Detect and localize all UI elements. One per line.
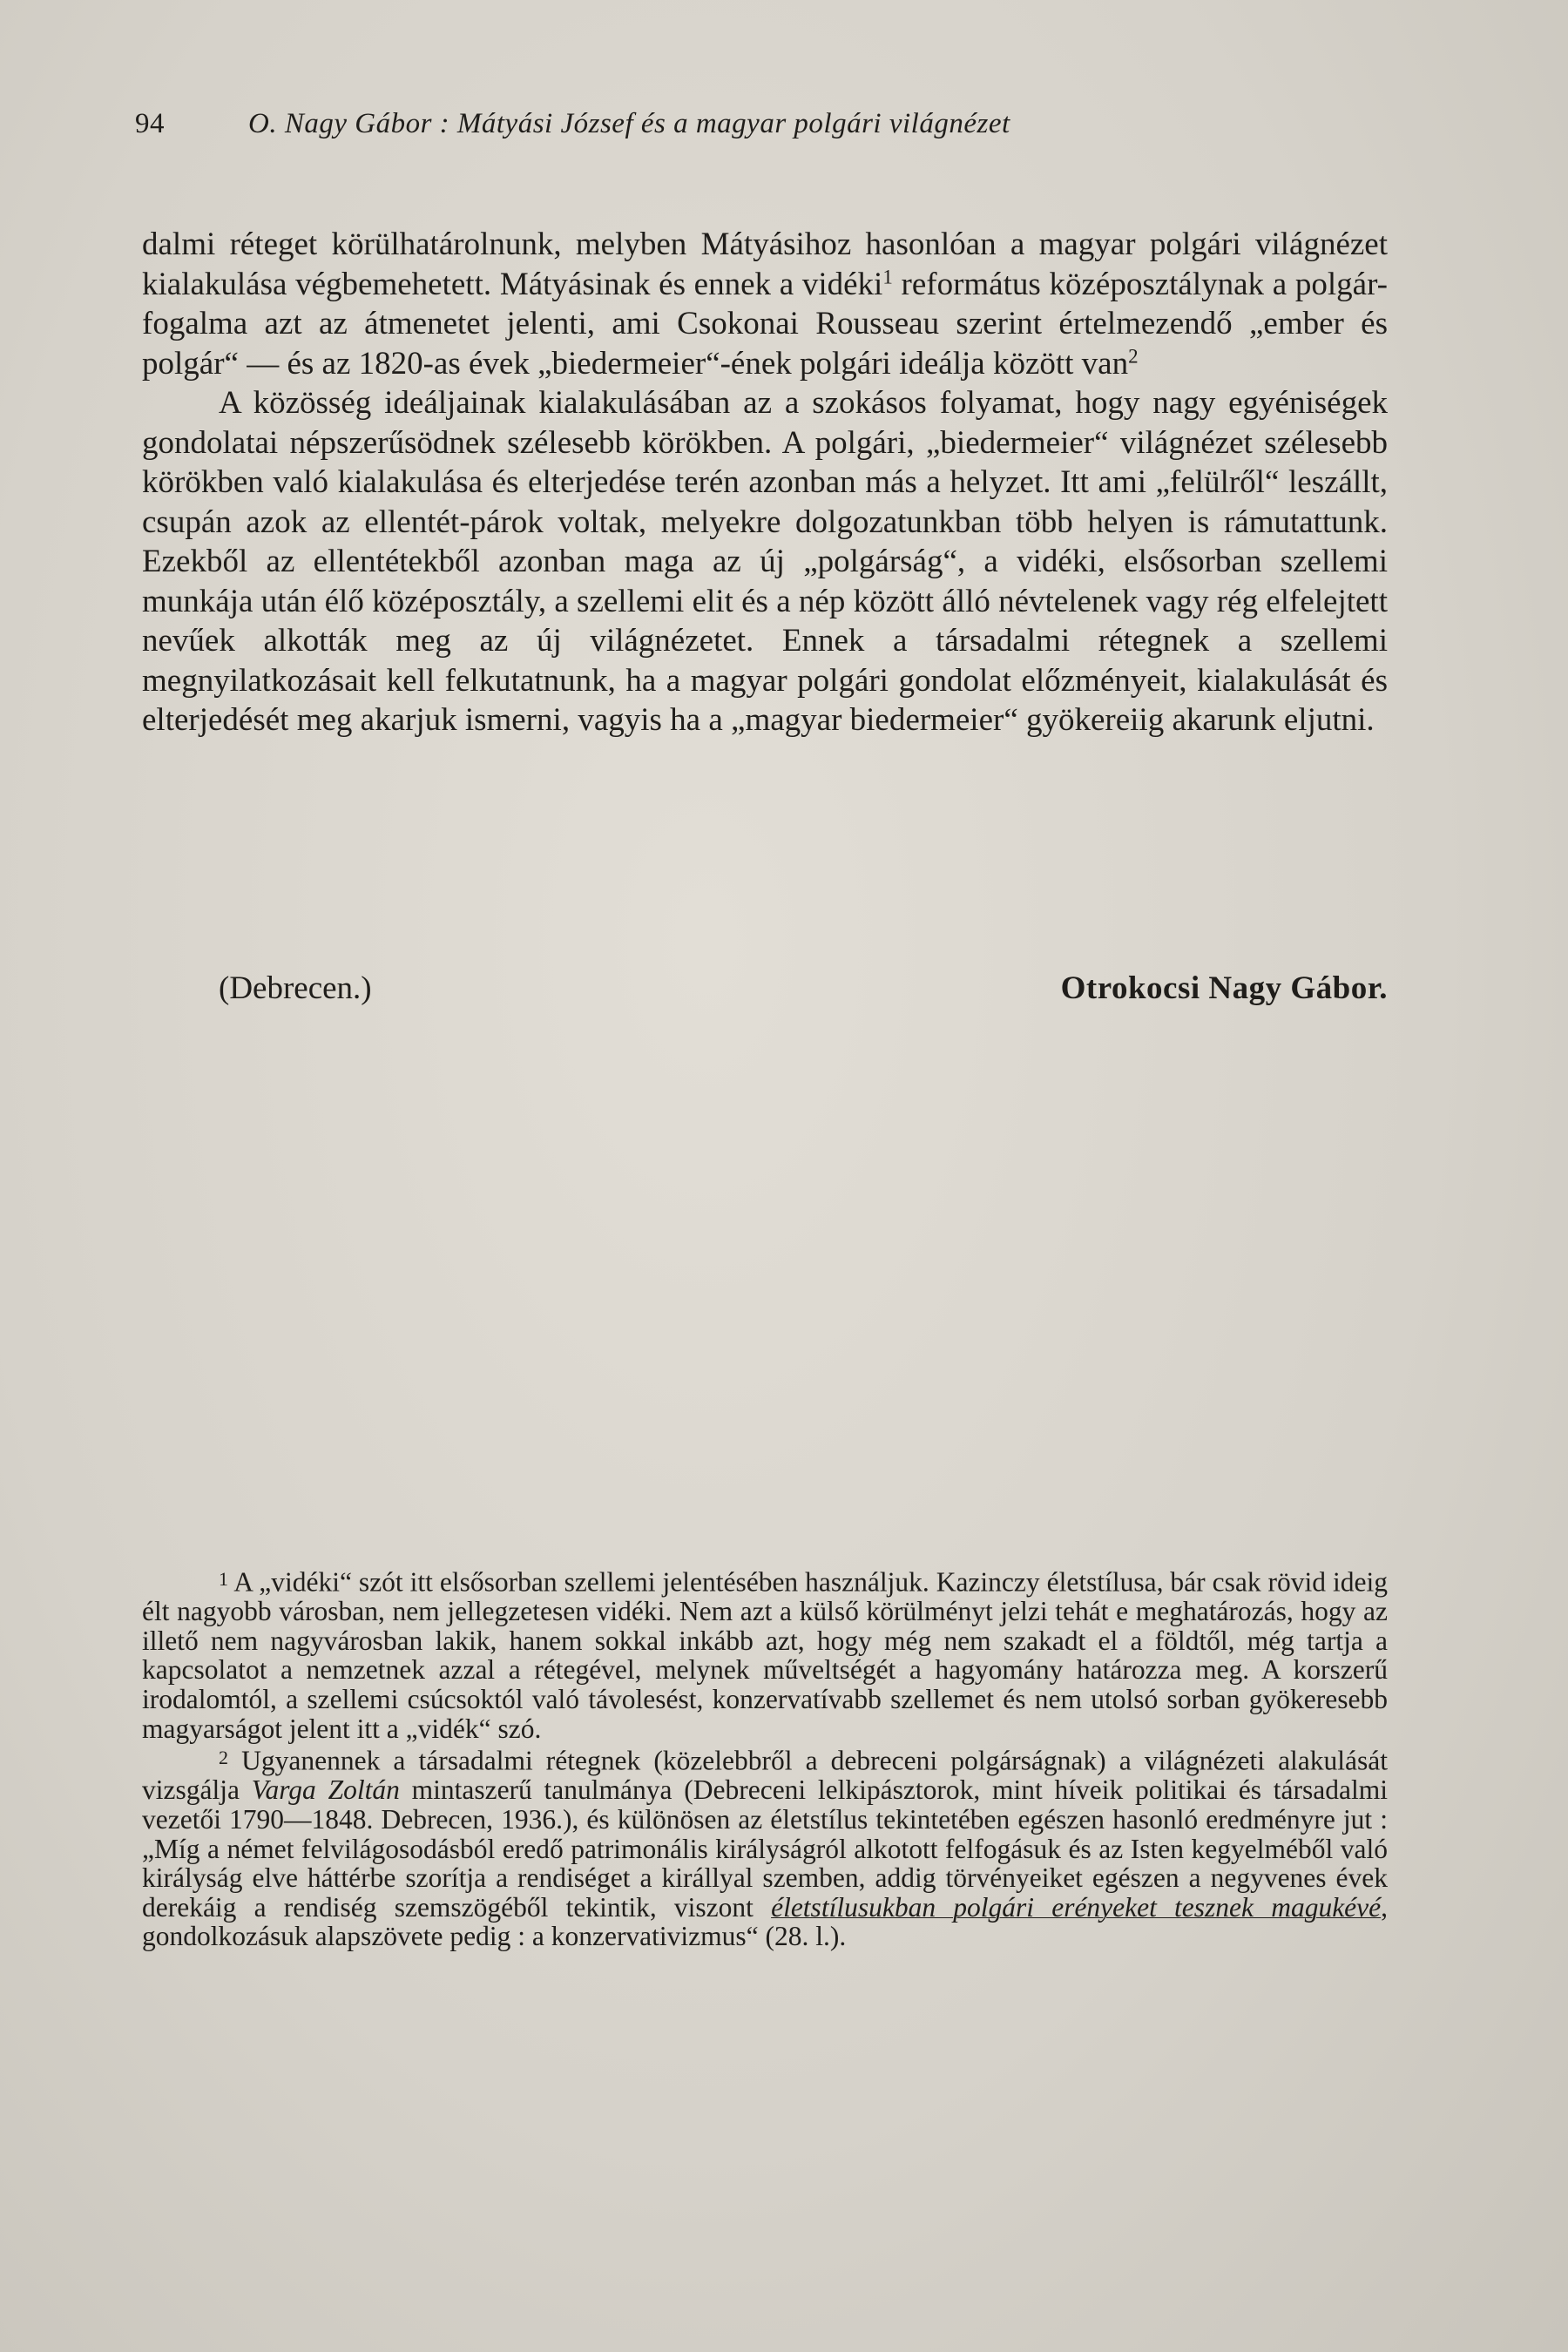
- paragraph-2: A közösség ideáljainak kialakulásában az a szokásos folyamat, hogy nagy egyéniségek gondolatai népszerűsödnek szélesebb körökben. A polgári, „biedermeier“ világnézet szélesebb körökben való kialakulása és elterjedése terén azonban más a helyzet. Itt ami „felülről“ leszállt, csupán azok az ellentét-párok voltak, melyekre dolgozatunkban több helyen is rámutattunk. Ezekből az ellentétekből azonban maga az új „polgárság“, a vidéki, elsősorban szellemi munkája után élő középosztály, a szellemi elit és a nép között álló névtelenek vagy rég elfelejtett nevűek alkották meg az új világnézetet. Ennek a társadalmi rétegnek a szellemi megnyilatkozásait kell felkutatnunk, ha a magyar polgári gondolat előzményeit, kialakulását és elterjedését meg akarjuk ismerni, vagyis ha a „magyar biedermeier“ gyökereiig akarunk eljutni.: [142, 385, 1388, 738]
- footnotes: [142, 1565, 1388, 1951]
- paragraph-1-text-a: dalmi réteget körülhatárolnunk, melyben Mátyásihoz hasonlóan a magyar polgári világnézet kialakulása végbemehetett. Mátyásinak és ennek a vidéki: [142, 226, 1388, 302]
- paragraph-1-text-b: református középosztálynak a polgár-fogalma azt az átmenetet jelenti, ami Csokonai Rousseau szerint értelmezendő „ember és polgár“ — és az 1820-as évek „biedermeier“-ének polgári ideálja között van: [142, 266, 1388, 382]
- footnote-1-mark: 1: [219, 1568, 229, 1590]
- paragraph-1: [142, 225, 1388, 383]
- footnote-ref-2: 2: [1128, 344, 1139, 367]
- signature-place: (Debrecen.): [219, 970, 372, 1006]
- footnote-2-emphasis: életstílusukban polgári erényeket tesznek magukévé: [771, 1891, 1382, 1923]
- footnote-ref-1: 1: [882, 265, 893, 287]
- footnote-2-text-b: mintaszerű tanulmánya (Debreceni lelkipásztorok, mint híveik politikai és társadalmi vezetői 1790—1848. Debrecen, 1936.), és különösen az életstílus tekintetében egészen hasonló eredményre jut : „Míg a német felvilágosodásból eredő patrimonális királyságról alkotott felfogásuk és az Isten kegyelméből való királyság elve háttérbe szorítja a rendiséget a királlyal szemben, addig törvényeiket egészen a negyvenes évek derekáig a rendiség szemszögéből tekintik, viszont: [142, 1774, 1388, 1923]
- running-head: [135, 108, 1267, 140]
- footnote-1: [142, 1565, 1388, 1743]
- body-text: [142, 225, 1388, 740]
- footnote-2: [142, 1743, 1388, 1951]
- signature-author: Otrokocsi Nagy Gábor.: [1060, 970, 1388, 1006]
- page-number: 94: [135, 108, 165, 139]
- footnote-1-text: A „vidéki“ szót itt elsősorban szellemi jelentésében használjuk. Kazinczy életstílusa, bár csak rövid ideig élt nagyobb városban, nem jellegzetesen vidéki. Nem azt a külső körülményt jelzi tehát e meghatározás, hogy az illető nem nagyvárosban lakik, hanem sokkal inkább azt, hogy még nem szakadt el a földtől, még tartja a kapcsolatot a nemzetnek azzal a rétegével, melynek műveltségét a hagyomány határozza meg. A korszerű irodalomtól, a szellemi csúcsoktól való távolesést, konzervatívabb szellemet és nem utolsó sorban gyökeresebb magyarságot jelent itt a „vidék“ szó.: [142, 1566, 1389, 1744]
- footnote-2-text-a: Ugyanennek a társadalmi rétegnek (közelebbről a debreceni polgárságnak) a világnézeti alakulását vizsgálja: [142, 1745, 1389, 1806]
- footnote-2-cited-author: Varga Zoltán: [251, 1774, 400, 1806]
- signature-line: [142, 970, 1388, 1007]
- running-title: O. Nagy Gábor : Mátyási József és a magyar polgári világnézet: [248, 108, 1010, 139]
- footnote-2-text-c: , gondolkozásuk alapszövete pedig : a konzervativizmus“ (28. l.).: [142, 1891, 1389, 1952]
- footnote-2-mark: 2: [219, 1747, 229, 1769]
